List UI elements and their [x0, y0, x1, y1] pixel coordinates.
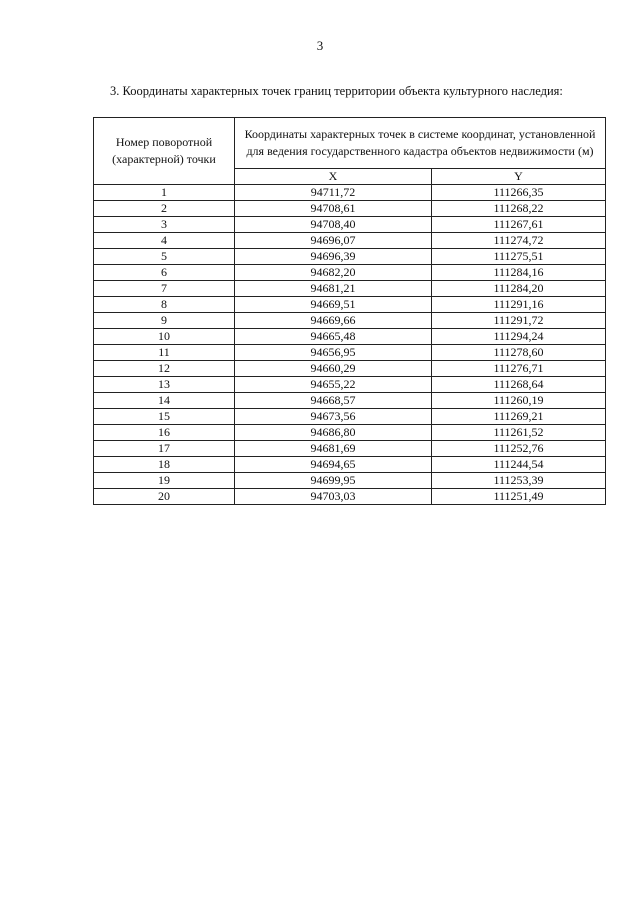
table-row — [94, 217, 606, 233]
point-number-cell: 16 — [94, 425, 235, 441]
y-coordinate-cell: 111261,52 — [432, 425, 606, 441]
point-number-cell: 6 — [94, 265, 235, 281]
point-number-cell: 18 — [94, 457, 235, 473]
point-number-cell: 14 — [94, 393, 235, 409]
coordinates-table — [93, 117, 606, 505]
x-coordinate-cell: 94708,61 — [235, 201, 432, 217]
x-coordinate-cell: 94694,65 — [235, 457, 432, 473]
y-coordinate-cell: 111266,35 — [432, 185, 606, 201]
table-row — [94, 329, 606, 345]
y-coordinate-cell: 111269,21 — [432, 409, 606, 425]
x-coordinate-cell: 94655,22 — [235, 377, 432, 393]
x-coordinate-cell: 94681,21 — [235, 281, 432, 297]
table-row — [94, 457, 606, 473]
section-heading: 3. Координаты характерных точек границ территории объекта культурного наследия: — [110, 84, 563, 98]
point-number-cell: 4 — [94, 233, 235, 249]
x-coordinate-cell: 94669,66 — [235, 313, 432, 329]
header-point-number: Номер поворотной (характерной) точки — [94, 118, 235, 185]
y-coordinate-cell: 111267,61 — [432, 217, 606, 233]
table-row — [94, 489, 606, 505]
y-coordinate-cell: 111268,22 — [432, 201, 606, 217]
x-coordinate-cell: 94711,72 — [235, 185, 432, 201]
table-row — [94, 393, 606, 409]
x-coordinate-cell: 94656,95 — [235, 345, 432, 361]
point-number-cell: 12 — [94, 361, 235, 377]
point-number-cell: 3 — [94, 217, 235, 233]
page-number: 3 — [316, 38, 324, 53]
x-coordinate-cell: 94668,57 — [235, 393, 432, 409]
table-row — [94, 441, 606, 457]
table-row — [94, 201, 606, 217]
table-row — [94, 425, 606, 441]
x-coordinate-cell: 94703,03 — [235, 489, 432, 505]
point-number-cell: 8 — [94, 297, 235, 313]
point-number-cell: 7 — [94, 281, 235, 297]
x-coordinate-cell: 94696,07 — [235, 233, 432, 249]
y-coordinate-cell: 111252,76 — [432, 441, 606, 457]
x-coordinate-cell: 94699,95 — [235, 473, 432, 489]
header-y: Y — [432, 169, 606, 185]
table-row — [94, 249, 606, 265]
x-coordinate-cell: 94665,48 — [235, 329, 432, 345]
table-row — [94, 233, 606, 249]
y-coordinate-cell: 111291,72 — [432, 313, 606, 329]
table-row — [94, 265, 606, 281]
table-row — [94, 313, 606, 329]
y-coordinate-cell: 111291,16 — [432, 297, 606, 313]
x-coordinate-cell: 94681,69 — [235, 441, 432, 457]
x-coordinate-cell: 94682,20 — [235, 265, 432, 281]
y-coordinate-cell: 111274,72 — [432, 233, 606, 249]
y-coordinate-cell: 111278,60 — [432, 345, 606, 361]
y-coordinate-cell: 111284,20 — [432, 281, 606, 297]
table-row — [94, 297, 606, 313]
point-number-cell: 9 — [94, 313, 235, 329]
x-coordinate-cell: 94673,56 — [235, 409, 432, 425]
point-number-cell: 11 — [94, 345, 235, 361]
table-row — [94, 377, 606, 393]
point-number-cell: 17 — [94, 441, 235, 457]
table-row — [94, 361, 606, 377]
y-coordinate-cell: 111260,19 — [432, 393, 606, 409]
x-coordinate-cell: 94686,80 — [235, 425, 432, 441]
point-number-cell: 5 — [94, 249, 235, 265]
point-number-cell: 2 — [94, 201, 235, 217]
y-coordinate-cell: 111284,16 — [432, 265, 606, 281]
y-coordinate-cell: 111276,71 — [432, 361, 606, 377]
table-row — [94, 185, 606, 201]
point-number-cell: 13 — [94, 377, 235, 393]
point-number-cell: 15 — [94, 409, 235, 425]
x-coordinate-cell: 94696,39 — [235, 249, 432, 265]
y-coordinate-cell: 111275,51 — [432, 249, 606, 265]
y-coordinate-cell: 111268,64 — [432, 377, 606, 393]
table-row — [94, 473, 606, 489]
x-coordinate-cell: 94660,29 — [235, 361, 432, 377]
table-body — [94, 185, 606, 505]
y-coordinate-cell: 111253,39 — [432, 473, 606, 489]
table-row — [94, 281, 606, 297]
point-number-cell: 1 — [94, 185, 235, 201]
point-number-cell: 19 — [94, 473, 235, 489]
header-x: X — [235, 169, 432, 185]
table-row — [94, 409, 606, 425]
point-number-cell: 20 — [94, 489, 235, 505]
table-row — [94, 345, 606, 361]
header-coordinates: Координаты характерных точек в системе координат, установленной для ведения государственного кадастра объектов недвижимости (м) — [235, 118, 606, 169]
y-coordinate-cell: 111294,24 — [432, 329, 606, 345]
x-coordinate-cell: 94708,40 — [235, 217, 432, 233]
point-number-cell: 10 — [94, 329, 235, 345]
x-coordinate-cell: 94669,51 — [235, 297, 432, 313]
y-coordinate-cell: 111244,54 — [432, 457, 606, 473]
y-coordinate-cell: 111251,49 — [432, 489, 606, 505]
